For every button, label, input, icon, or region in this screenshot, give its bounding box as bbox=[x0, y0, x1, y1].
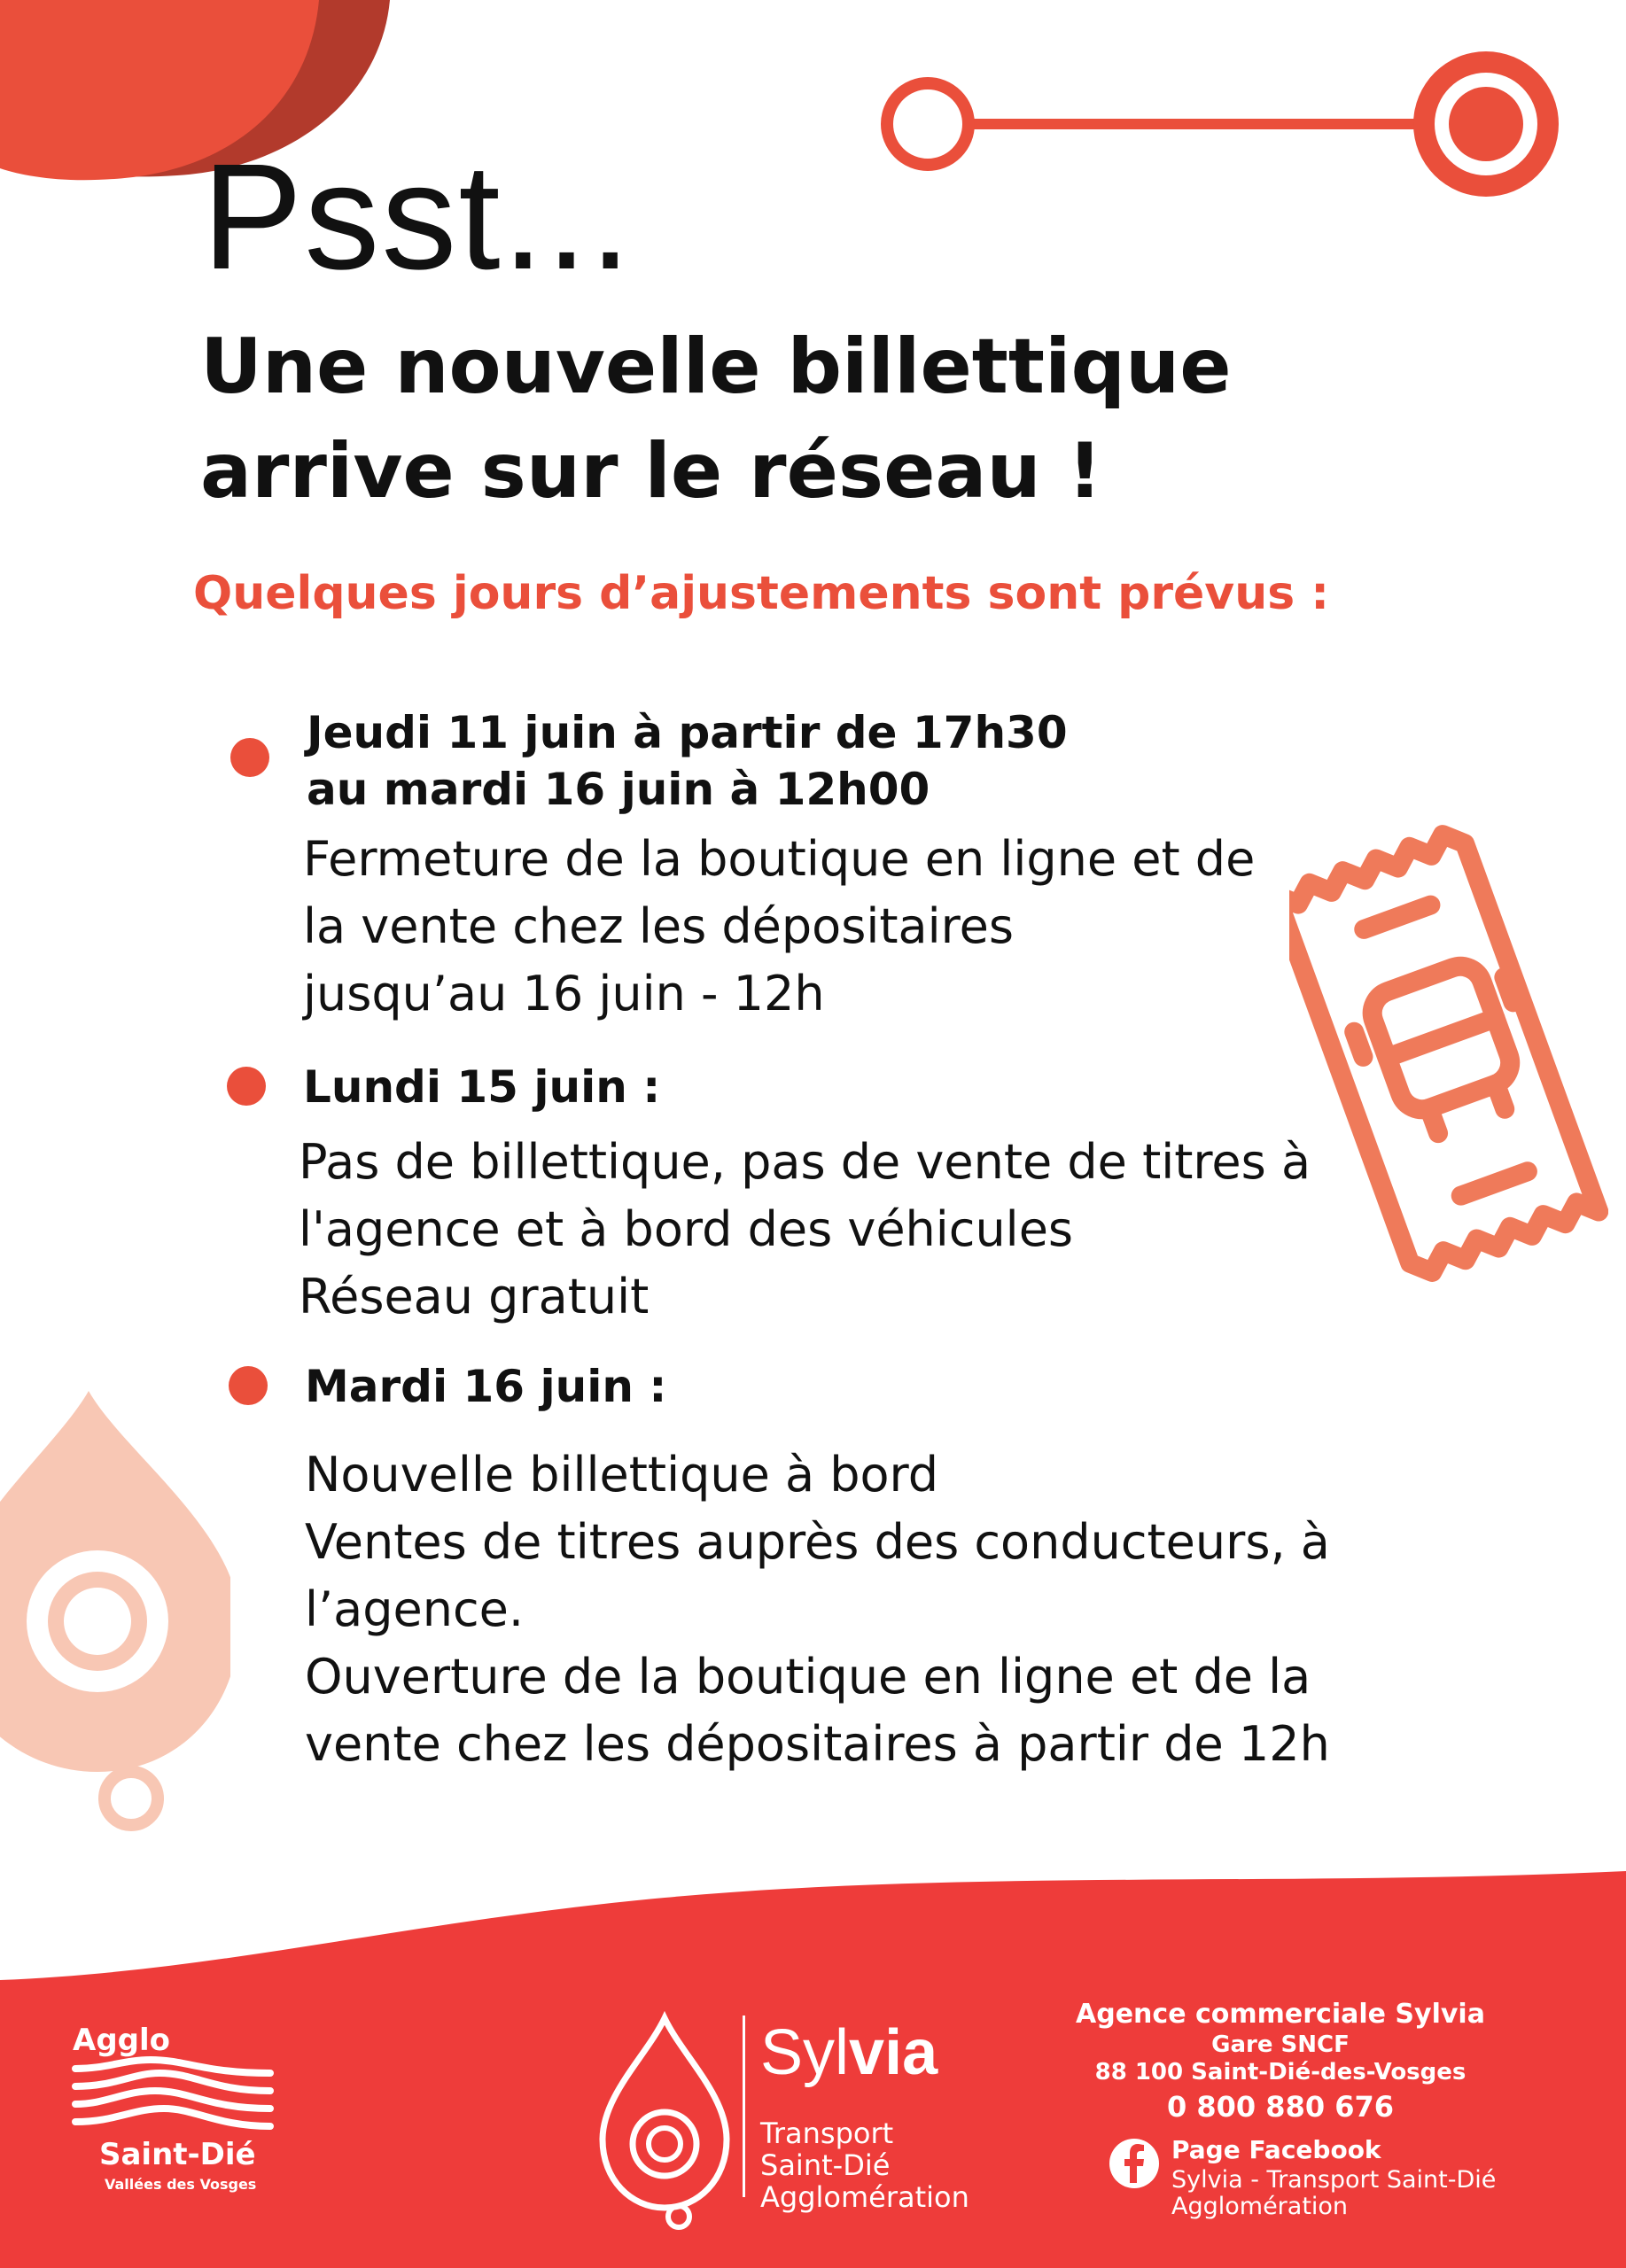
route-line-icon bbox=[873, 40, 1573, 208]
contact-block bbox=[1046, 1998, 1515, 2127]
logo-divider bbox=[743, 2016, 745, 2197]
sylvia-drop-logo bbox=[594, 2011, 744, 2233]
map-pin-drop-icon bbox=[0, 1382, 230, 1843]
agglo-waves-logo bbox=[71, 2055, 275, 2140]
item-body bbox=[299, 1129, 1311, 1331]
item-body bbox=[303, 826, 1255, 1028]
bullet-dot bbox=[229, 1366, 268, 1405]
facebook-icon[interactable] bbox=[1108, 2137, 1161, 2190]
contact-title: Agence commerciale Sylvia bbox=[1076, 1999, 1485, 2030]
item-title-line: Lundi 15 juin : bbox=[303, 1061, 661, 1113]
item-body-line: l’agence. bbox=[305, 1581, 525, 1637]
item-body bbox=[305, 1441, 1330, 1778]
item-body-line: Fermeture de la boutique en ligne et de bbox=[303, 831, 1256, 887]
headline-line: arrive sur le réseau ! bbox=[200, 427, 1102, 516]
contact-address-line: Gare SNCF bbox=[1211, 2031, 1350, 2058]
item-body-line: Nouvelle billettique à bord bbox=[305, 1447, 939, 1503]
facebook-page-name[interactable] bbox=[1171, 2167, 1496, 2220]
item-body-line: Pas de billettique, pas de vente de titres à bbox=[299, 1134, 1311, 1190]
contact-phone[interactable]: 0 800 880 676 bbox=[1166, 2090, 1395, 2124]
bus-ticket-icon bbox=[1289, 811, 1608, 1307]
intro-text: Psst... bbox=[202, 133, 634, 301]
facebook-title[interactable]: Page Facebook bbox=[1171, 2135, 1381, 2164]
sylvia-tagline-line: Saint-Dié bbox=[760, 2148, 891, 2182]
item-title-line: Mardi 16 juin : bbox=[305, 1361, 667, 1412]
bullet-dot bbox=[227, 1067, 266, 1106]
item-title-line: au mardi 16 juin à 12h00 bbox=[307, 764, 930, 815]
item-title bbox=[305, 1358, 666, 1415]
sylvia-tagline-line: Agglomération bbox=[760, 2180, 969, 2214]
agglo-logo-city: Saint-Dié bbox=[99, 2137, 256, 2172]
facebook-text-line: Agglomération bbox=[1171, 2193, 1349, 2220]
sylvia-logo-name bbox=[760, 2016, 937, 2089]
page-title bbox=[200, 315, 1529, 524]
item-body-line: Réseau gratuit bbox=[299, 1269, 650, 1324]
sylvia-name-bold: via bbox=[849, 2017, 938, 2088]
item-body-line: Ventes de titres auprès des conducteurs, à bbox=[305, 1514, 1330, 1570]
item-body-line: la vente chez les dépositaires bbox=[303, 898, 1014, 954]
agglo-logo-text: Agglo bbox=[73, 2023, 171, 2058]
subheading: Quelques jours d’ajustements sont prévus : bbox=[193, 567, 1330, 620]
sylvia-name-light: Syl bbox=[760, 2017, 850, 2088]
agglo-logo-subtitle: Vallées des Vosges bbox=[105, 2176, 257, 2193]
item-body-line: Ouverture de la boutique en ligne et de la bbox=[305, 1649, 1311, 1705]
bullet-dot bbox=[230, 738, 269, 777]
sylvia-tagline bbox=[760, 2117, 969, 2213]
facebook-text-line: Sylvia - Transport Saint-Dié bbox=[1171, 2166, 1497, 2194]
item-title bbox=[307, 704, 1068, 818]
item-title bbox=[303, 1059, 660, 1115]
sylvia-tagline-line: Transport bbox=[760, 2117, 894, 2150]
item-body-line: l'agence et à bord des véhicules bbox=[299, 1201, 1074, 1257]
item-body-line: vente chez les dépositaires à partir de 12h bbox=[305, 1716, 1330, 1772]
item-title-line: Jeudi 11 juin à partir de 17h30 bbox=[307, 707, 1068, 758]
contact-address-line: 88 100 Saint-Dié-des-Vosges bbox=[1094, 2059, 1467, 2085]
item-body-line: jusqu’au 16 juin - 12h bbox=[303, 966, 825, 1021]
headline-line: Une nouvelle billettique bbox=[200, 322, 1232, 411]
